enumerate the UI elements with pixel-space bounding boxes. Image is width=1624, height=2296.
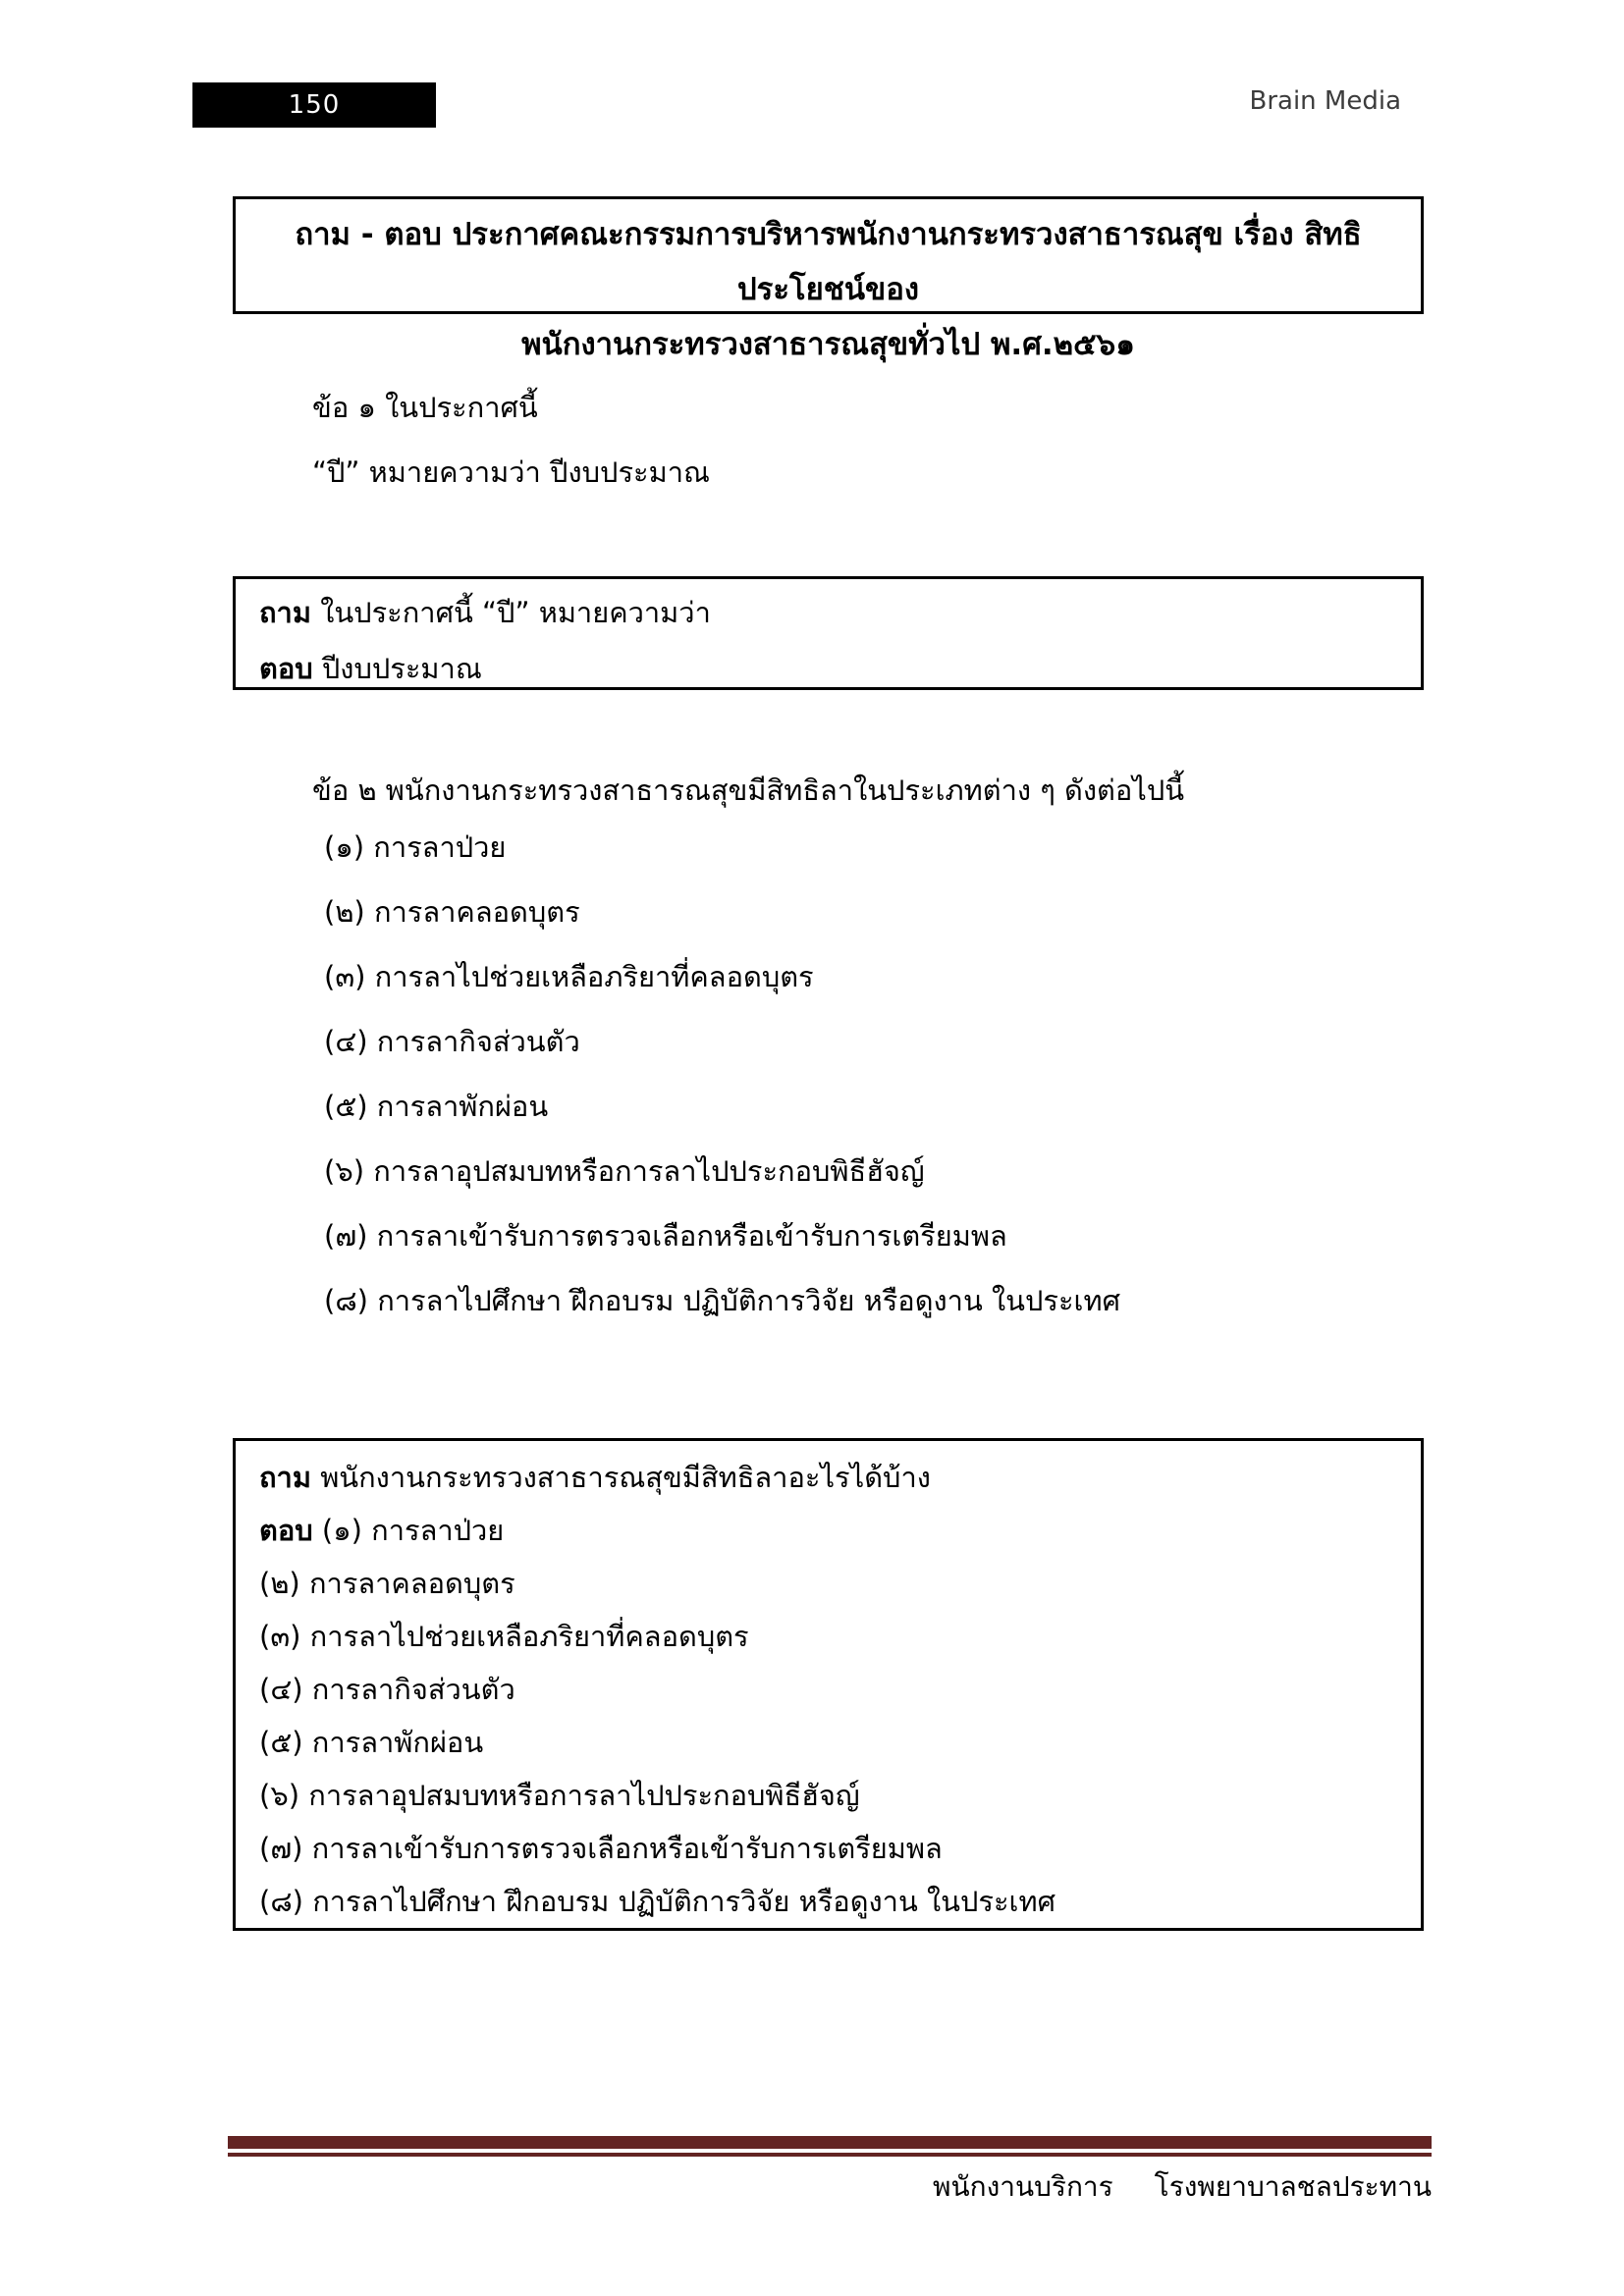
qa1-question — [259, 585, 1421, 641]
qa2-answer-first-text: (๑) การลาป่วย — [321, 1514, 505, 1547]
list-item: (๗) การลาเข้ารับการตรวจเลือกหรือเข้ารับการเตรียมพล — [324, 1219, 1007, 1253]
qa2-answer-item: (๗) การลาเข้ารับการตรวจเลือกหรือเข้ารับการเตรียมพล — [259, 1832, 943, 1865]
qa-box-2 — [233, 1438, 1424, 1931]
qa1-answer-label: ตอบ — [259, 652, 313, 685]
list-item: (๓) การลาไปช่วยเหลือภริยาที่คลอดบุตร — [324, 960, 814, 993]
title-line-2: พนักงานกระทรวงสาธารณสุขทั่วไป พ.ศ.๒๕๖๑ — [521, 327, 1135, 362]
footer-text — [933, 2165, 1432, 2209]
qa1-question-text: ในประกาศนี้ “ปี” หมายความว่า — [320, 596, 711, 629]
qa2-question-label: ถาม — [259, 1461, 311, 1494]
qa2-answer-item: (๓) การลาไปช่วยเหลือภริยาที่คลอดบุตร — [259, 1620, 749, 1653]
list-item: (๒) การลาคลอดบุตร — [324, 895, 580, 929]
qa2-answer-item: (๘) การลาไปศึกษา ฝึกอบรม ปฏิบัติการวิจัย หรือดูงาน ในประเทศ — [259, 1885, 1056, 1918]
qa1-question-label: ถาม — [259, 596, 311, 629]
qa-box-1 — [233, 576, 1424, 690]
qa2-answer-item: (๕) การลาพักผ่อน — [259, 1726, 484, 1759]
footer-org: โรงพยาบาลชลประทาน — [1154, 2170, 1432, 2203]
qa2-answer-item: (๖) การลาอุปสมบทหรือการลาไปประกอบพิธีฮัจญ์ — [259, 1779, 860, 1812]
footer-role: พนักงานบริการ — [933, 2170, 1113, 2203]
qa2-answer-item: (๒) การลาคลอดบุตร — [259, 1567, 515, 1600]
list-item: (๖) การลาอุปสมบทหรือการลาไปประกอบพิธีฮัจญ์ — [324, 1154, 925, 1188]
qa2-question-text: พนักงานกระทรวงสาธารณสุขมีสิทธิลาอะไรได้บ้าง — [320, 1461, 931, 1494]
list-item: (๕) การลาพักผ่อน — [324, 1090, 549, 1123]
leave-type-list — [324, 815, 1120, 1333]
qa2-answer-item: (๔) การลากิจส่วนตัว — [259, 1673, 515, 1706]
section1-heading: ข้อ ๑ ในประกาศนี้ — [312, 391, 538, 424]
footer-rule-thin — [228, 2153, 1432, 2157]
qa1-answer-text: ปีงบประมาณ — [321, 652, 482, 685]
qa1-answer — [259, 641, 1421, 697]
list-item: (๑) การลาป่วย — [324, 830, 507, 864]
title-line-1: ถาม - ตอบ ประกาศคณะกรรมการบริหารพนักงานกระทรวงสาธารณสุข เรื่อง สิทธิประโยชน์ของ — [295, 217, 1362, 307]
section2-heading: ข้อ ๒ พนักงานกระทรวงสาธารณสุขมีสิทธิลาในประเภทต่าง ๆ ดังต่อไปนี้ — [312, 774, 1185, 807]
brand-label: Brain Media — [1249, 86, 1401, 116]
page-number: 150 — [288, 90, 341, 120]
section1-body: “ปี” หมายความว่า ปีงบประมาณ — [312, 455, 710, 489]
footer-rule-thick — [228, 2136, 1432, 2149]
qa2-question — [259, 1451, 1421, 1504]
title-box — [233, 196, 1424, 362]
qa2-answer-label: ตอบ — [259, 1514, 313, 1547]
qa2-answer-first — [259, 1504, 1421, 1557]
page-number-box — [192, 82, 436, 128]
list-item: (๔) การลากิจส่วนตัว — [324, 1025, 580, 1058]
list-item: (๘) การลาไปศึกษา ฝึกอบรม ปฏิบัติการวิจัย หรือดูงาน ในประเทศ — [324, 1284, 1120, 1317]
